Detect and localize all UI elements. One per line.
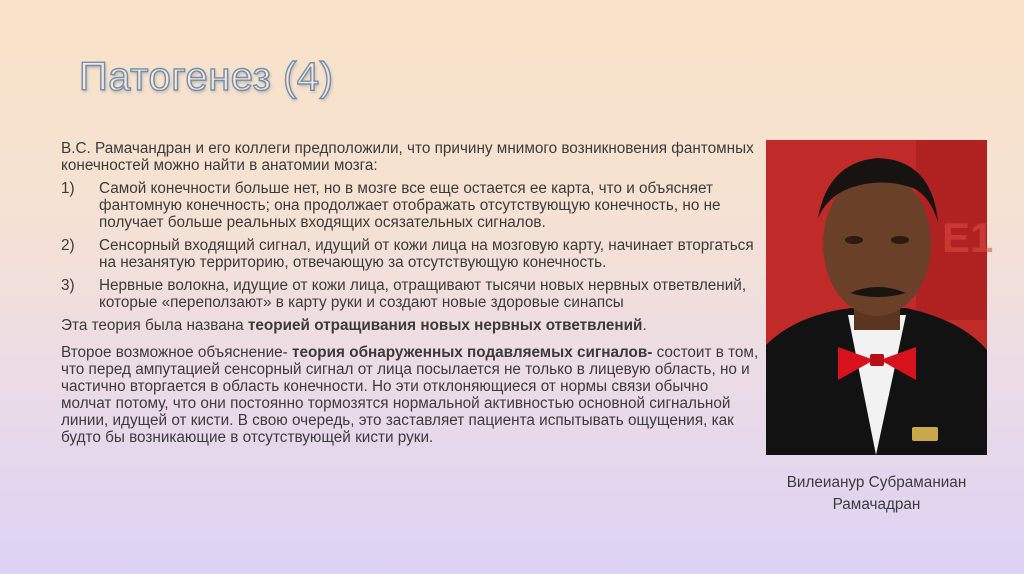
intro-paragraph: В.С. Рамачандран и его коллеги предположили, что причину мнимого возникновения фантомных конечностей можно найти в анатомии мозга: — [61, 140, 754, 174]
theory-one-prefix: Эта теория была названа — [61, 317, 248, 334]
theory-two-name: теория обнаруженных подавляемых сигналов- — [291, 344, 653, 361]
list-text: Самой конечности больше нет, но в мозге все еще остается ее карта, что и объясняет фантомную конечность; она продолжает отображать отсутствующую конечность, но не получает больше реальных входящих осязательных сигналов. — [99, 180, 721, 231]
list-item — [61, 237, 761, 271]
right-eye — [891, 236, 909, 244]
lapel-badge — [912, 427, 938, 441]
theory-one-paragraph — [61, 317, 761, 334]
portrait-illustration — [766, 140, 994, 455]
portrait-photo — [766, 140, 994, 455]
left-eye — [845, 236, 863, 244]
slide-title: Патогенез (4) — [79, 55, 334, 99]
photo-caption — [766, 472, 987, 516]
list-text: Сенсорный входящий сигнал, идущий от кожи лица на мозговую карту, начинает вторгаться на незанятую территорию, отвечающую за отсутствующую конечность. — [99, 237, 754, 271]
list-text: Нервные волокна, идущие от кожи лица, отращивают тысячи новых нервных ответвлений, которые «переползают» в карту руки и создают новые здоровые синапсы — [99, 277, 747, 311]
theory-two-prefix: Второе возможное объяснение- — [61, 344, 292, 361]
caption-line-2: Рамачадран — [832, 496, 921, 513]
slide-body — [61, 140, 761, 452]
theory-two-text: состоит в том, что перед ампутацией сенсорный сигнал от лица посылается не только в лицевую область, но и частично вторгается в область конечности. Но эти отклоняющиеся от нормы связи обычно молчат потому, что они постоянно тормозятся нормальной активностью основной сигнальной линии, идущей от кисти. В свою очередь, это заставляет пациента испытывать ощущения, как будто бы возникающие в отсутствующей кисти руки. — [61, 344, 759, 446]
list-number: 1) — [61, 180, 75, 197]
caption-line-1: Вилеианур Субраманиан — [786, 474, 967, 491]
theory-one-name: теорией отращивания новых нервных ответвлений — [247, 317, 643, 334]
list-number: 2) — [61, 237, 75, 254]
list-number: 3) — [61, 277, 75, 294]
bow-tie-knot — [870, 354, 884, 366]
list-item — [61, 277, 761, 311]
list-item — [61, 180, 761, 231]
theory-one-suffix: . — [642, 317, 647, 334]
theory-two-paragraph — [61, 344, 761, 446]
backdrop-lettering: E1 — [942, 214, 994, 261]
